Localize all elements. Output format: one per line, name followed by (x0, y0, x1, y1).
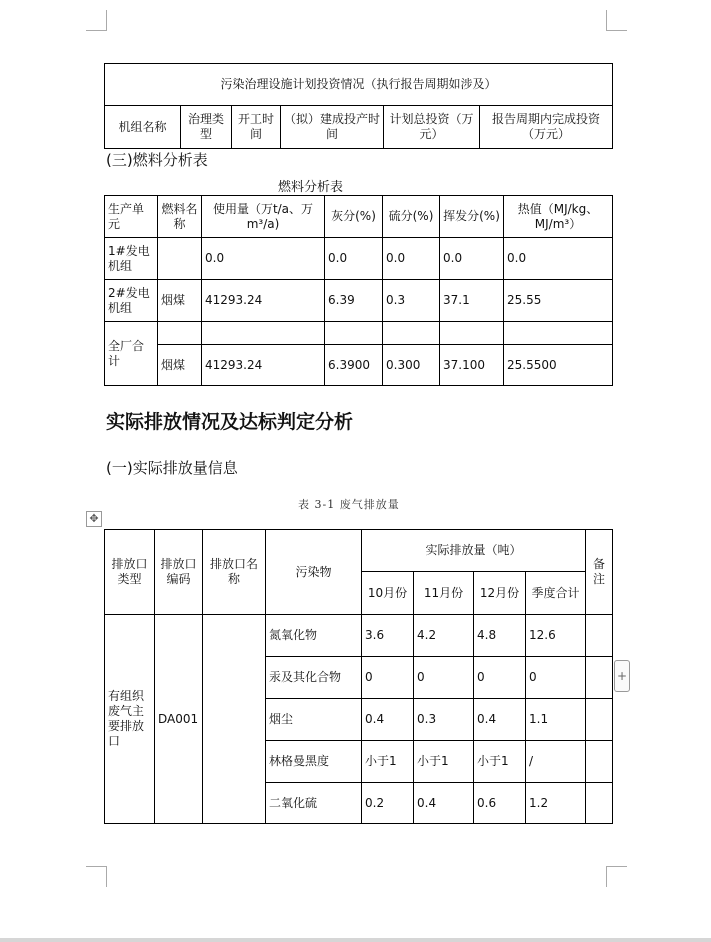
investment-table (104, 63, 613, 149)
fuel-unit: 1#发电机组 (105, 238, 158, 280)
header-treatment-type: 治理类型 (181, 106, 232, 149)
outlet-code: DA001 (155, 615, 203, 824)
header-completion-time: （拟）建成投产时间 (281, 106, 384, 149)
header-outlet-code: 排放口编码 (155, 530, 203, 615)
fuel-name: 烟煤 (158, 280, 202, 322)
emission-table (104, 529, 613, 824)
outlet-name (203, 615, 266, 824)
fuel-volatile: 37.1 (440, 280, 504, 322)
fuel-unit: 全厂合计 (105, 322, 158, 386)
crop-mark-bottom-right (606, 866, 627, 887)
value-total: / (526, 741, 586, 783)
value-dec: 0.4 (474, 699, 526, 741)
value-dec: 小于1 (474, 741, 526, 783)
fuel-usage: 41293.24 (202, 280, 325, 322)
table-row-spacer (105, 322, 613, 345)
fuel-header-unit: 生产单元 (105, 196, 158, 238)
fuel-heat: 0.0 (504, 238, 613, 280)
table-row (105, 238, 613, 280)
value-nov: 0 (414, 657, 474, 699)
value-dec: 0 (474, 657, 526, 699)
header-completed-investment: 报告周期内完成投资（万元） (480, 106, 613, 149)
remark-cell (586, 615, 613, 657)
remark-cell (586, 783, 613, 824)
fuel-heat: 25.55 (504, 280, 613, 322)
outlet-type: 有组织废气主要排放口 (105, 615, 155, 824)
crop-mark-top-left (86, 10, 107, 31)
value-oct: 0.4 (362, 699, 414, 741)
fuel-sulfur: 0.0 (383, 238, 440, 280)
emission-table-caption: 表 3-1 废气排放量 (298, 498, 400, 511)
fuel-header-sulfur: 硫分(%) (383, 196, 440, 238)
main-heading: 实际排放情况及达标判定分析 (106, 411, 354, 433)
value-total: 0 (526, 657, 586, 699)
remark-cell (586, 699, 613, 741)
header-actual-emission: 实际排放量（吨） (362, 530, 586, 572)
header-outlet-name: 排放口名称 (203, 530, 266, 615)
value-nov: 0.4 (414, 783, 474, 824)
value-dec: 4.8 (474, 615, 526, 657)
fuel-sulfur: 0.300 (383, 345, 440, 386)
crop-mark-bottom-left (86, 866, 107, 887)
investment-table-title: 污染治理设施计划投资情况（执行报告周期如涉及） (105, 64, 613, 106)
fuel-usage: 41293.24 (202, 345, 325, 386)
value-oct: 3.6 (362, 615, 414, 657)
header-outlet-type: 排放口类型 (105, 530, 155, 615)
fuel-header-usage: 使用量（万t/a、万m³/a) (202, 196, 325, 238)
pollutant: 汞及其化合物 (266, 657, 362, 699)
fuel-usage: 0.0 (202, 238, 325, 280)
pollutant: 氮氧化物 (266, 615, 362, 657)
fuel-sulfur: 0.3 (383, 280, 440, 322)
fuel-header-ash: 灰分(%) (325, 196, 383, 238)
fuel-name: 烟煤 (158, 345, 202, 386)
value-nov: 小于1 (414, 741, 474, 783)
header-unit-name: 机组名称 (105, 106, 181, 149)
value-oct: 小于1 (362, 741, 414, 783)
value-oct: 0.2 (362, 783, 414, 824)
header-planned-investment: 计划总投资（万元） (384, 106, 480, 149)
header-pollutant: 污染物 (266, 530, 362, 615)
value-oct: 0 (362, 657, 414, 699)
value-dec: 0.6 (474, 783, 526, 824)
value-total: 12.6 (526, 615, 586, 657)
move-icon[interactable]: ✥ (86, 511, 102, 527)
remark-cell (586, 741, 613, 783)
fuel-heat: 25.5500 (504, 345, 613, 386)
value-nov: 4.2 (414, 615, 474, 657)
table-row (105, 280, 613, 322)
fuel-ash: 0.0 (325, 238, 383, 280)
fuel-volatile: 37.100 (440, 345, 504, 386)
remark-cell (586, 657, 613, 699)
header-month-nov: 11月份 (414, 572, 474, 615)
actual-emission-heading: (一)实际排放量信息 (106, 459, 238, 477)
table-row (105, 345, 613, 386)
value-total: 1.1 (526, 699, 586, 741)
header-start-time: 开工时间 (232, 106, 281, 149)
pollutant: 二氧化硫 (266, 783, 362, 824)
table-row (105, 615, 613, 657)
crop-mark-top-right (606, 10, 627, 31)
fuel-volatile: 0.0 (440, 238, 504, 280)
fuel-header-fuel: 燃料名称 (158, 196, 202, 238)
fuel-ash: 6.39 (325, 280, 383, 322)
bottom-edge-bar (0, 938, 711, 942)
value-nov: 0.3 (414, 699, 474, 741)
fuel-table-caption: 燃料分析表 (278, 180, 344, 195)
pollutant: 林格曼黑度 (266, 741, 362, 783)
pollutant: 烟尘 (266, 699, 362, 741)
fuel-ash: 6.3900 (325, 345, 383, 386)
plus-icon[interactable]: + (614, 660, 630, 692)
header-month-oct: 10月份 (362, 572, 414, 615)
fuel-section-heading: (三)燃料分析表 (106, 151, 208, 169)
fuel-name (158, 238, 202, 280)
fuel-analysis-table (104, 195, 613, 386)
header-remark: 备注 (586, 530, 613, 615)
fuel-header-volatile: 挥发分(%) (440, 196, 504, 238)
header-month-dec: 12月份 (474, 572, 526, 615)
header-quarter-total: 季度合计 (526, 572, 586, 615)
fuel-unit: 2#发电机组 (105, 280, 158, 322)
fuel-header-heat: 热值（MJ/kg、MJ/m³） (504, 196, 613, 238)
value-total: 1.2 (526, 783, 586, 824)
